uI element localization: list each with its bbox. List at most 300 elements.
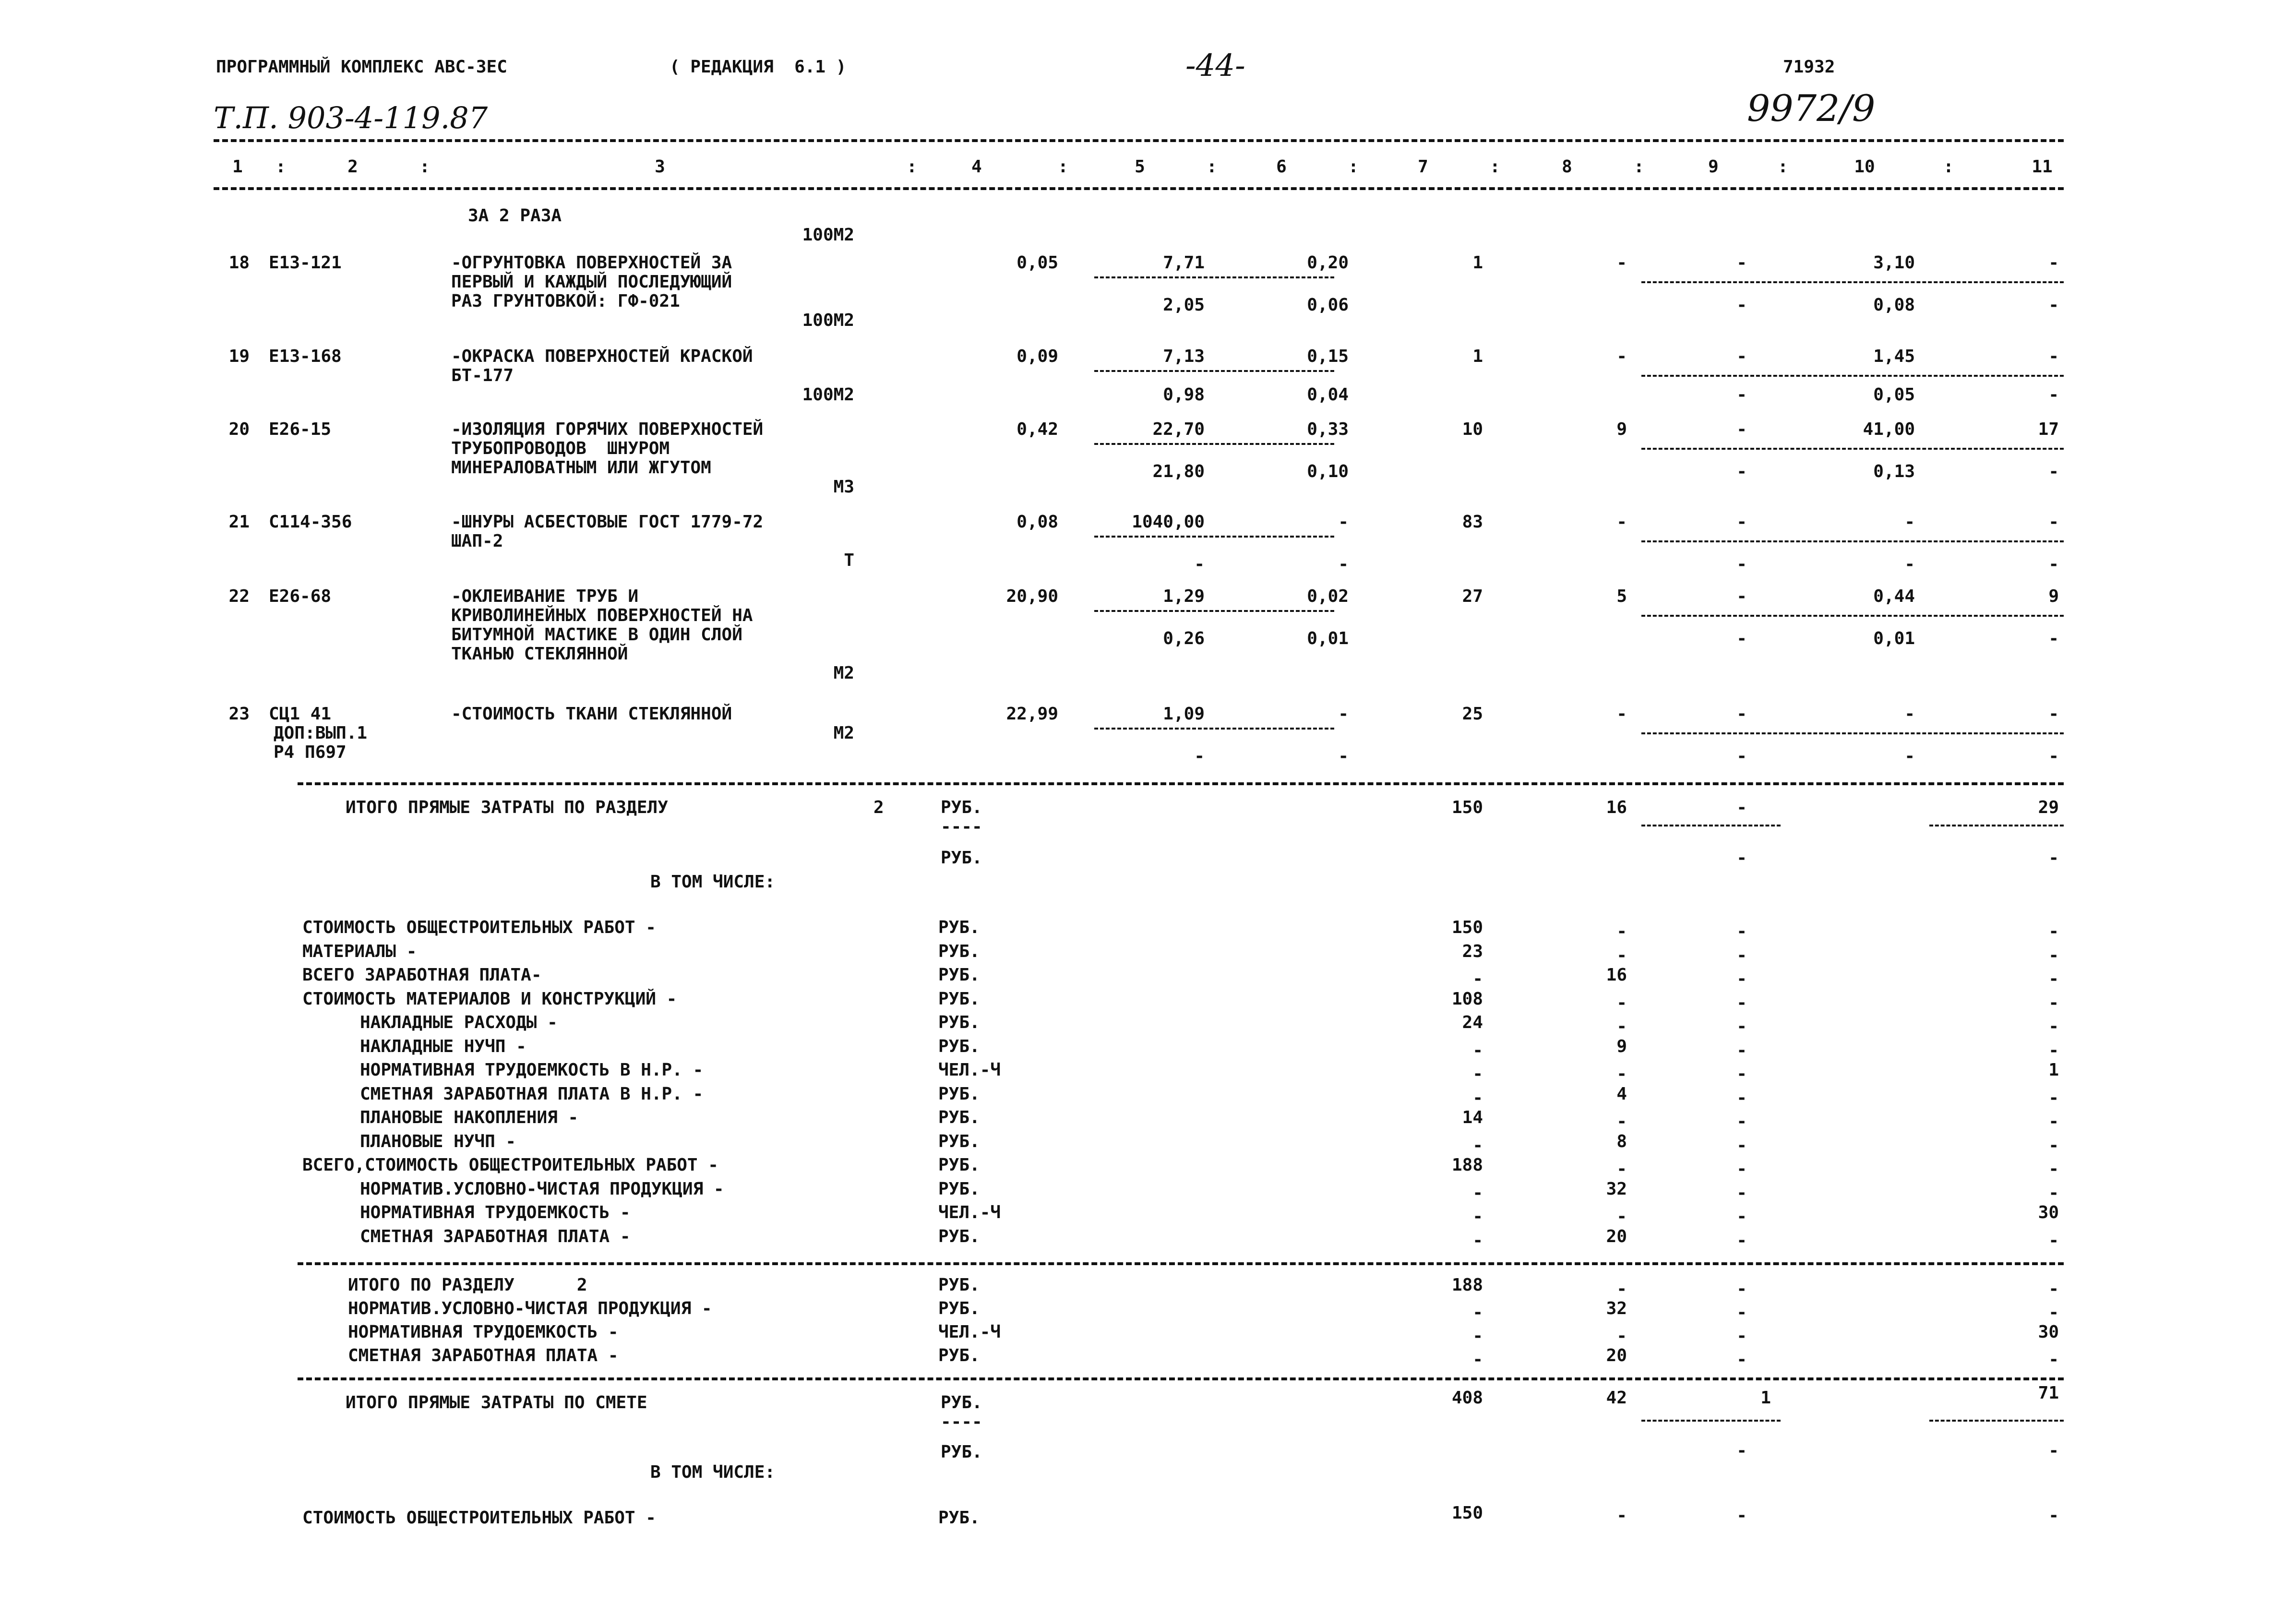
summary-value-c11: - bbox=[2048, 1279, 2059, 1299]
breakdown-value-c11: - bbox=[2048, 1088, 2059, 1108]
breakdown-value-c9: - bbox=[1736, 969, 1747, 989]
item-value-c7: 27 bbox=[1462, 587, 1483, 606]
item-value-c11: 17 bbox=[2038, 419, 2059, 439]
estimate-total-c11b: - bbox=[2048, 1441, 2059, 1460]
breakdown-value-c9: - bbox=[1736, 1041, 1747, 1060]
document-reference: 9972/9 bbox=[1747, 87, 1876, 130]
item-code: Е13-168 bbox=[269, 347, 342, 366]
summary-value-c8: - bbox=[1616, 1279, 1627, 1299]
breakdown-unit: РУБ. bbox=[938, 1155, 980, 1175]
estimate-total-c8: 42 bbox=[1606, 1388, 1627, 1408]
item-name-line: -ОКРАСКА ПОВЕРХНОСТЕЙ КРАСКОЙ bbox=[451, 347, 753, 366]
item-subvalue-c11: - bbox=[2048, 629, 2059, 648]
breakdown-unit: РУБ. bbox=[938, 942, 980, 961]
column-number-11: 11 bbox=[2032, 157, 2053, 177]
including-title: В ТОМ ЧИСЛЕ: bbox=[650, 872, 776, 892]
item-name-line: -ОКЛЕИВАНИЕ ТРУБ И bbox=[451, 587, 639, 606]
summary-unit: РУБ. bbox=[938, 1346, 980, 1365]
item-subvalue-c5: - bbox=[1194, 554, 1205, 574]
item-value-c4: 0,09 bbox=[1016, 347, 1058, 366]
item-name-line: МИНЕРАЛОВАТНЫМ ИЛИ ЖГУТОМ bbox=[451, 458, 711, 478]
item-subvalue-c9: - bbox=[1736, 295, 1747, 315]
item-value-c5: 1,29 bbox=[1163, 587, 1205, 606]
document-code: 71932 bbox=[1783, 57, 1835, 77]
summary-value-c7: 188 bbox=[1451, 1275, 1483, 1295]
estimate-total-c7: 408 bbox=[1451, 1388, 1483, 1408]
estimate-total-c9: 1 bbox=[1760, 1388, 1771, 1408]
item-name-line: ПЕРВЫЙ И КАЖДЫЙ ПОСЛЕДУЮЩИЙ bbox=[451, 272, 732, 292]
breakdown-value-c11: - bbox=[2048, 1017, 2059, 1036]
breakdown-value-c11: - bbox=[2048, 969, 2059, 989]
item-code: Е13-121 bbox=[269, 253, 342, 273]
value-separator bbox=[1641, 540, 2064, 542]
value-separator bbox=[1094, 536, 1334, 538]
item-value-c6: 0,02 bbox=[1307, 587, 1349, 606]
breakdown-label: НОРМАТИВНАЯ ТРУДОЕМКОСТЬ В Н.Р. - bbox=[360, 1060, 704, 1080]
item-subvalue-c10: 0,05 bbox=[1873, 385, 1915, 405]
summary-label: ИТОГО ПО РАЗДЕЛУ 2 bbox=[348, 1275, 587, 1295]
item-subvalue-c9: - bbox=[1736, 462, 1747, 481]
item-value-c7: 25 bbox=[1462, 704, 1483, 724]
breakdown-value-c8: - bbox=[1616, 1017, 1627, 1036]
value-separator bbox=[1094, 370, 1334, 372]
item-value-c8: 5 bbox=[1616, 587, 1627, 606]
summary-value-c11: - bbox=[2048, 1303, 2059, 1322]
column-number-5: 5 bbox=[1135, 157, 1145, 177]
summary-unit: РУБ. bbox=[938, 1299, 980, 1318]
summary-value-c9: - bbox=[1736, 1326, 1747, 1346]
item-subvalue-c10: - bbox=[1904, 554, 1915, 574]
item-number: 22 bbox=[228, 587, 250, 606]
item-value-c10: 0,44 bbox=[1873, 587, 1915, 606]
section-total-label: ИТОГО ПРЯМЫЕ ЗАТРАТЫ ПО РАЗДЕЛУ bbox=[346, 798, 668, 817]
header-rule-bottom bbox=[214, 187, 2064, 190]
final-line-label: СТОИМОСТЬ ОБЩЕСТРОИТЕЛЬНЫХ РАБОТ - bbox=[302, 1508, 656, 1528]
item-name-line: -СТОИМОСТЬ ТКАНИ СТЕКЛЯННОЙ bbox=[451, 704, 732, 724]
item-name-line: РАЗ ГРУНТОВКОЙ: ГФ-021 bbox=[451, 291, 680, 311]
estimate-total-unit-2: РУБ. bbox=[941, 1442, 982, 1462]
breakdown-value-c8: - bbox=[1616, 1112, 1627, 1131]
section-total-c9b: - bbox=[1736, 848, 1747, 868]
item-name-line: БТ-177 bbox=[451, 366, 514, 385]
breakdown-value-c11: - bbox=[2048, 946, 2059, 965]
section-total-c9: - bbox=[1736, 798, 1747, 817]
breakdown-value-c7: - bbox=[1472, 1207, 1483, 1226]
item-value-c9: - bbox=[1736, 587, 1747, 606]
item-number: 19 bbox=[228, 347, 250, 366]
item-number: 23 bbox=[228, 704, 250, 724]
summary-unit: РУБ. bbox=[938, 1275, 980, 1295]
column-number-8: 8 bbox=[1562, 157, 1572, 177]
item-unit: М2 bbox=[833, 723, 854, 743]
breakdown-value-c8: - bbox=[1616, 922, 1627, 941]
item-code-extra: Р4 П697 bbox=[274, 742, 347, 762]
breakdown-value-c9: - bbox=[1736, 1064, 1747, 1084]
summary-value-c7: - bbox=[1472, 1303, 1483, 1322]
column-separator: : bbox=[419, 157, 430, 177]
item-name-line: -ИЗОЛЯЦИЯ ГОРЯЧИХ ПОВЕРХНОСТЕЙ bbox=[451, 419, 764, 439]
column-number-7: 7 bbox=[1418, 157, 1428, 177]
breakdown-unit: РУБ. bbox=[938, 1108, 980, 1127]
column-number-3: 3 bbox=[655, 157, 665, 177]
section-total-c8: 16 bbox=[1606, 798, 1627, 817]
breakdown-value-c11: 1 bbox=[2048, 1060, 2059, 1080]
item-unit: 100М2 bbox=[802, 225, 854, 245]
item-value-c10: 1,45 bbox=[1873, 347, 1915, 366]
breakdown-label: НАКЛАДНЫЕ НУЧП - bbox=[360, 1037, 526, 1056]
item-value-c7: 83 bbox=[1462, 512, 1483, 532]
item-value-c5: 1,09 bbox=[1163, 704, 1205, 724]
item-value-c5: 1040,00 bbox=[1132, 512, 1205, 532]
value-separator bbox=[1094, 443, 1334, 445]
item-subvalue-c11: - bbox=[2048, 554, 2059, 574]
breakdown-value-c7: - bbox=[1472, 1064, 1483, 1084]
item-value-c5: 22,70 bbox=[1152, 419, 1205, 439]
breakdown-value-c9: - bbox=[1736, 1017, 1747, 1036]
final-line-value-c8: - bbox=[1616, 1506, 1627, 1525]
item-value-c4: 0,42 bbox=[1016, 419, 1058, 439]
section-total-number: 2 bbox=[873, 798, 884, 817]
item-name-line: ЗА 2 РАЗА bbox=[468, 206, 562, 226]
summary-value-c9: - bbox=[1736, 1279, 1747, 1299]
breakdown-value-c9: - bbox=[1736, 1159, 1747, 1179]
column-separator: : bbox=[1058, 157, 1068, 177]
value-separator bbox=[1641, 448, 2064, 450]
item-value-c10: - bbox=[1904, 704, 1915, 724]
header-rule-top bbox=[214, 139, 2064, 142]
item-unit: М3 bbox=[833, 477, 854, 497]
estimate-total-unit-dash: ---- bbox=[941, 1412, 982, 1432]
breakdown-value-c11: - bbox=[2048, 922, 2059, 941]
breakdown-label: ПЛАНОВЫЕ НУЧП - bbox=[360, 1132, 516, 1151]
summary-value-c11: 30 bbox=[2038, 1322, 2059, 1342]
breakdown-value-c11: - bbox=[2048, 1041, 2059, 1060]
breakdown-unit: РУБ. bbox=[938, 1037, 980, 1056]
item-code: Е26-68 bbox=[269, 587, 332, 606]
section-total-unit: РУБ. bbox=[941, 798, 982, 817]
item-subvalue-c6: 0,06 bbox=[1307, 295, 1349, 315]
breakdown-value-c7: 24 bbox=[1462, 1013, 1483, 1032]
breakdown-label: МАТЕРИАЛЫ - bbox=[302, 942, 417, 961]
item-value-c4: 20,90 bbox=[1006, 587, 1058, 606]
value-separator bbox=[1929, 1420, 2064, 1422]
breakdown-value-c11: - bbox=[2048, 1136, 2059, 1155]
item-subvalue-c6: 0,01 bbox=[1307, 629, 1349, 648]
item-subvalue-c5: 21,80 bbox=[1152, 462, 1205, 481]
summary-value-c8: - bbox=[1616, 1326, 1627, 1346]
breakdown-label: ВСЕГО,СТОИМОСТЬ ОБЩЕСТРОИТЕЛЬНЫХ РАБОТ - bbox=[302, 1155, 718, 1175]
summary-label: НОРМАТИВНАЯ ТРУДОЕМКОСТЬ - bbox=[348, 1322, 619, 1342]
breakdown-value-c7: - bbox=[1472, 1231, 1483, 1250]
breakdown-value-c7: - bbox=[1472, 1183, 1483, 1203]
breakdown-value-c8: 9 bbox=[1616, 1037, 1627, 1056]
item-subvalue-c11: - bbox=[2048, 385, 2059, 405]
breakdown-unit: РУБ. bbox=[938, 1227, 980, 1246]
item-value-c5: 7,71 bbox=[1163, 253, 1205, 273]
item-subvalue-c5: 0,26 bbox=[1163, 629, 1205, 648]
item-name-line: -ОГРУНТОВКА ПОВЕРХНОСТЕЙ ЗА bbox=[451, 253, 732, 273]
item-value-c9: - bbox=[1736, 704, 1747, 724]
item-number: 20 bbox=[228, 419, 250, 439]
column-number-2: 2 bbox=[347, 157, 358, 177]
breakdown-unit: РУБ. bbox=[938, 965, 980, 985]
section-total-unit-2: РУБ. bbox=[941, 848, 982, 868]
item-subvalue-c11: - bbox=[2048, 462, 2059, 481]
edition-label: ( РЕДАКЦИЯ 6.1 ) bbox=[670, 57, 847, 77]
item-value-c6: - bbox=[1338, 704, 1349, 724]
item-subvalue-c5: 2,05 bbox=[1163, 295, 1205, 315]
breakdown-value-c8: 16 bbox=[1606, 965, 1627, 985]
value-separator bbox=[1929, 825, 2064, 826]
item-value-c8: - bbox=[1616, 347, 1627, 366]
program-title: ПРОГРАММНЫЙ КОМПЛЕКС АВС-3ЕС bbox=[216, 57, 507, 77]
value-separator bbox=[1094, 276, 1334, 278]
section-total-c11b: - bbox=[2048, 848, 2059, 868]
estimate-rule bbox=[298, 1377, 2064, 1380]
item-subvalue-c6: 0,04 bbox=[1307, 385, 1349, 405]
item-value-c11: - bbox=[2048, 512, 2059, 532]
item-value-c9: - bbox=[1736, 419, 1747, 439]
section-total-unit-dash: ---- bbox=[941, 817, 982, 837]
item-value-c11: - bbox=[2048, 347, 2059, 366]
item-name-line: -ШНУРЫ АСБЕСТОВЫЕ ГОСТ 1779-72 bbox=[451, 512, 764, 532]
breakdown-value-c8: 32 bbox=[1606, 1179, 1627, 1199]
item-subvalue-c10: 0,01 bbox=[1873, 629, 1915, 648]
breakdown-value-c9: - bbox=[1736, 1088, 1747, 1108]
item-value-c6: - bbox=[1338, 512, 1349, 532]
value-separator bbox=[1641, 825, 1781, 826]
item-subvalue-c9: - bbox=[1736, 629, 1747, 648]
breakdown-value-c7: - bbox=[1472, 1136, 1483, 1155]
column-number-10: 10 bbox=[1854, 157, 1875, 177]
item-value-c7: 10 bbox=[1462, 419, 1483, 439]
breakdown-value-c7: - bbox=[1472, 969, 1483, 989]
item-value-c11: - bbox=[2048, 704, 2059, 724]
item-subvalue-c9: - bbox=[1736, 554, 1747, 574]
item-value-c11: 9 bbox=[2048, 587, 2059, 606]
column-separator: : bbox=[907, 157, 917, 177]
section-total-c11: 29 bbox=[2038, 798, 2059, 817]
column-separator: : bbox=[1778, 157, 1788, 177]
breakdown-value-c8: - bbox=[1616, 1207, 1627, 1226]
item-value-c10: - bbox=[1904, 512, 1915, 532]
final-line-value-c11: - bbox=[2048, 1506, 2059, 1525]
column-number-6: 6 bbox=[1276, 157, 1287, 177]
item-subvalue-c5: 0,98 bbox=[1163, 385, 1205, 405]
breakdown-value-c8: - bbox=[1616, 993, 1627, 1013]
summary-label: СМЕТНАЯ ЗАРАБОТНАЯ ПЛАТА - bbox=[348, 1346, 619, 1365]
item-value-c6: 0,33 bbox=[1307, 419, 1349, 439]
estimate-total-label: ИТОГО ПРЯМЫЕ ЗАТРАТЫ ПО СМЕТЕ bbox=[346, 1393, 647, 1413]
breakdown-value-c8: - bbox=[1616, 946, 1627, 965]
item-unit: 100М2 bbox=[802, 385, 854, 405]
item-value-c4: 0,05 bbox=[1016, 253, 1058, 273]
value-separator bbox=[1641, 281, 2064, 283]
value-separator bbox=[1641, 732, 2064, 734]
item-value-c7: 1 bbox=[1472, 347, 1483, 366]
column-number-4: 4 bbox=[971, 157, 982, 177]
column-separator: : bbox=[1634, 157, 1644, 177]
item-value-c9: - bbox=[1736, 512, 1747, 532]
item-subvalue-c9: - bbox=[1736, 385, 1747, 405]
breakdown-unit: РУБ. bbox=[938, 989, 980, 1009]
summary-value-c7: - bbox=[1472, 1326, 1483, 1346]
item-value-c8: 9 bbox=[1616, 419, 1627, 439]
final-line-value-c7: 150 bbox=[1451, 1503, 1483, 1523]
item-name-line: БИТУМНОЙ МАСТИКЕ В ОДИН СЛОЙ bbox=[451, 625, 742, 645]
breakdown-value-c7: 188 bbox=[1451, 1155, 1483, 1175]
breakdown-value-c8: 4 bbox=[1616, 1084, 1627, 1104]
item-unit: М2 bbox=[833, 663, 854, 683]
item-number: 21 bbox=[228, 512, 250, 532]
column-number-9: 9 bbox=[1708, 157, 1719, 177]
breakdown-value-c8: 8 bbox=[1616, 1132, 1627, 1151]
breakdown-label: СМЕТНАЯ ЗАРАБОТНАЯ ПЛАТА - bbox=[360, 1227, 631, 1246]
column-separator: : bbox=[1348, 157, 1359, 177]
item-value-c8: - bbox=[1616, 512, 1627, 532]
summary-label: НОРМАТИВ.УСЛОВНО-ЧИСТАЯ ПРОДУКЦИЯ - bbox=[348, 1299, 712, 1318]
value-separator bbox=[1641, 375, 2064, 377]
value-separator bbox=[1094, 728, 1334, 730]
project-reference: Т.П. 903-4-119.87 bbox=[214, 100, 488, 135]
breakdown-value-c7: - bbox=[1472, 1041, 1483, 1060]
breakdown-value-c7: - bbox=[1472, 1088, 1483, 1108]
summary-value-c7: - bbox=[1472, 1350, 1483, 1369]
final-line-unit: РУБ. bbox=[938, 1508, 980, 1528]
breakdown-label: ВСЕГО ЗАРАБОТНАЯ ПЛАТА- bbox=[302, 965, 542, 985]
item-value-c4: 0,08 bbox=[1016, 512, 1058, 532]
item-value-c11: - bbox=[2048, 253, 2059, 273]
item-value-c8: - bbox=[1616, 253, 1627, 273]
estimate-total-c11: 71 bbox=[2038, 1383, 2059, 1403]
summary-value-c8: 32 bbox=[1606, 1299, 1627, 1318]
item-unit: Т bbox=[844, 551, 854, 570]
item-value-c6: 0,20 bbox=[1307, 253, 1349, 273]
item-subvalue-c6: - bbox=[1338, 554, 1349, 574]
breakdown-unit: ЧЕЛ.-Ч bbox=[938, 1060, 1001, 1080]
column-separator: : bbox=[1207, 157, 1217, 177]
breakdown-unit: РУБ. bbox=[938, 1132, 980, 1151]
item-value-c6: 0,15 bbox=[1307, 347, 1349, 366]
breakdown-value-c7: 108 bbox=[1451, 989, 1483, 1009]
item-subvalue-c10: - bbox=[1904, 746, 1915, 766]
item-value-c9: - bbox=[1736, 253, 1747, 273]
estimate-total-c9b: - bbox=[1736, 1441, 1747, 1460]
item-value-c7: 1 bbox=[1472, 253, 1483, 273]
breakdown-label: СТОИМОСТЬ МАТЕРИАЛОВ И КОНСТРУКЦИЙ - bbox=[302, 989, 677, 1009]
section-total-c7: 150 bbox=[1451, 798, 1483, 817]
item-subvalue-c10: 0,13 bbox=[1873, 462, 1915, 481]
page-number: -44- bbox=[1185, 48, 1245, 84]
item-name-line: КРИВОЛИНЕЙНЫХ ПОВЕРХНОСТЕЙ НА bbox=[451, 606, 753, 625]
breakdown-value-c11: - bbox=[2048, 1183, 2059, 1203]
breakdown-unit: РУБ. bbox=[938, 1179, 980, 1199]
breakdown-value-c9: - bbox=[1736, 1112, 1747, 1131]
item-value-c5: 7,13 bbox=[1163, 347, 1205, 366]
column-separator: : bbox=[1943, 157, 1954, 177]
item-code: С114-356 bbox=[269, 512, 352, 532]
item-value-c10: 41,00 bbox=[1863, 419, 1915, 439]
item-unit: 100М2 bbox=[802, 311, 854, 330]
breakdown-value-c7: 23 bbox=[1462, 942, 1483, 961]
breakdown-value-c9: - bbox=[1736, 1207, 1747, 1226]
breakdown-label: НОРМАТИВНАЯ ТРУДОЕМКОСТЬ - bbox=[360, 1203, 631, 1222]
breakdown-value-c9: - bbox=[1736, 1136, 1747, 1155]
breakdown-unit: ЧЕЛ.-Ч bbox=[938, 1203, 1001, 1222]
item-code: Е26-15 bbox=[269, 419, 332, 439]
column-separator: : bbox=[1490, 157, 1500, 177]
including-title-2: В ТОМ ЧИСЛЕ: bbox=[650, 1462, 776, 1482]
breakdown-label: СМЕТНАЯ ЗАРАБОТНАЯ ПЛАТА В Н.Р. - bbox=[360, 1084, 704, 1104]
breakdown-value-c8: 20 bbox=[1606, 1227, 1627, 1246]
breakdown-value-c11: - bbox=[2048, 1159, 2059, 1179]
item-subvalue-c10: 0,08 bbox=[1873, 295, 1915, 315]
summary-value-c11: - bbox=[2048, 1350, 2059, 1369]
breakdown-value-c9: - bbox=[1736, 1231, 1747, 1250]
breakdown-value-c9: - bbox=[1736, 1183, 1747, 1203]
breakdown-label: НАКЛАДНЫЕ РАСХОДЫ - bbox=[360, 1013, 558, 1032]
summary-value-c9: - bbox=[1736, 1350, 1747, 1369]
item-subvalue-c5: - bbox=[1194, 746, 1205, 766]
summary-unit: ЧЕЛ.-Ч bbox=[938, 1322, 1001, 1342]
item-subvalue-c9: - bbox=[1736, 746, 1747, 766]
item-name-line: ШАП-2 bbox=[451, 531, 503, 551]
breakdown-value-c9: - bbox=[1736, 946, 1747, 965]
item-subvalue-c11: - bbox=[2048, 746, 2059, 766]
item-value-c4: 22,99 bbox=[1006, 704, 1058, 724]
item-subvalue-c11: - bbox=[2048, 295, 2059, 315]
breakdown-value-c8: - bbox=[1616, 1159, 1627, 1179]
item-subvalue-c6: 0,10 bbox=[1307, 462, 1349, 481]
value-separator bbox=[1641, 615, 2064, 617]
summary-value-c8: 20 bbox=[1606, 1346, 1627, 1365]
breakdown-unit: РУБ. bbox=[938, 918, 980, 937]
summary-rule bbox=[298, 1262, 2064, 1265]
breakdown-value-c8: - bbox=[1616, 1064, 1627, 1084]
breakdown-value-c11: - bbox=[2048, 1231, 2059, 1250]
breakdown-value-c7: 150 bbox=[1451, 918, 1483, 937]
breakdown-value-c11: 30 bbox=[2038, 1203, 2059, 1222]
item-code-extra: ДОП:ВЫП.1 bbox=[274, 723, 368, 743]
value-separator bbox=[1641, 1420, 1781, 1422]
breakdown-value-c9: - bbox=[1736, 922, 1747, 941]
breakdown-label: НОРМАТИВ.УСЛОВНО-ЧИСТАЯ ПРОДУКЦИЯ - bbox=[360, 1179, 724, 1199]
column-separator: : bbox=[275, 157, 286, 177]
summary-value-c9: - bbox=[1736, 1303, 1747, 1322]
item-name-line: ТКАНЬЮ СТЕКЛЯННОЙ bbox=[451, 644, 628, 664]
item-code: СЦ1 41 bbox=[269, 704, 332, 724]
item-value-c10: 3,10 bbox=[1873, 253, 1915, 273]
breakdown-label: ПЛАНОВЫЕ НАКОПЛЕНИЯ - bbox=[360, 1108, 579, 1127]
breakdown-unit: РУБ. bbox=[938, 1084, 980, 1104]
breakdown-value-c11: - bbox=[2048, 993, 2059, 1013]
column-number-1: 1 bbox=[232, 157, 243, 177]
item-number: 18 bbox=[228, 253, 250, 273]
breakdown-unit: РУБ. bbox=[938, 1013, 980, 1032]
breakdown-value-c9: - bbox=[1736, 993, 1747, 1013]
item-subvalue-c6: - bbox=[1338, 746, 1349, 766]
breakdown-value-c7: 14 bbox=[1462, 1108, 1483, 1127]
item-value-c8: - bbox=[1616, 704, 1627, 724]
value-separator bbox=[1094, 610, 1334, 612]
item-value-c9: - bbox=[1736, 347, 1747, 366]
item-name-line: ТРУБОПРОВОДОВ ШНУРОМ bbox=[451, 439, 670, 458]
section-rule bbox=[298, 782, 2064, 785]
final-line-value-c9: - bbox=[1736, 1506, 1747, 1525]
breakdown-label: СТОИМОСТЬ ОБЩЕСТРОИТЕЛЬНЫХ РАБОТ - bbox=[302, 918, 656, 937]
estimate-total-unit: РУБ. bbox=[941, 1393, 982, 1413]
breakdown-value-c11: - bbox=[2048, 1112, 2059, 1131]
